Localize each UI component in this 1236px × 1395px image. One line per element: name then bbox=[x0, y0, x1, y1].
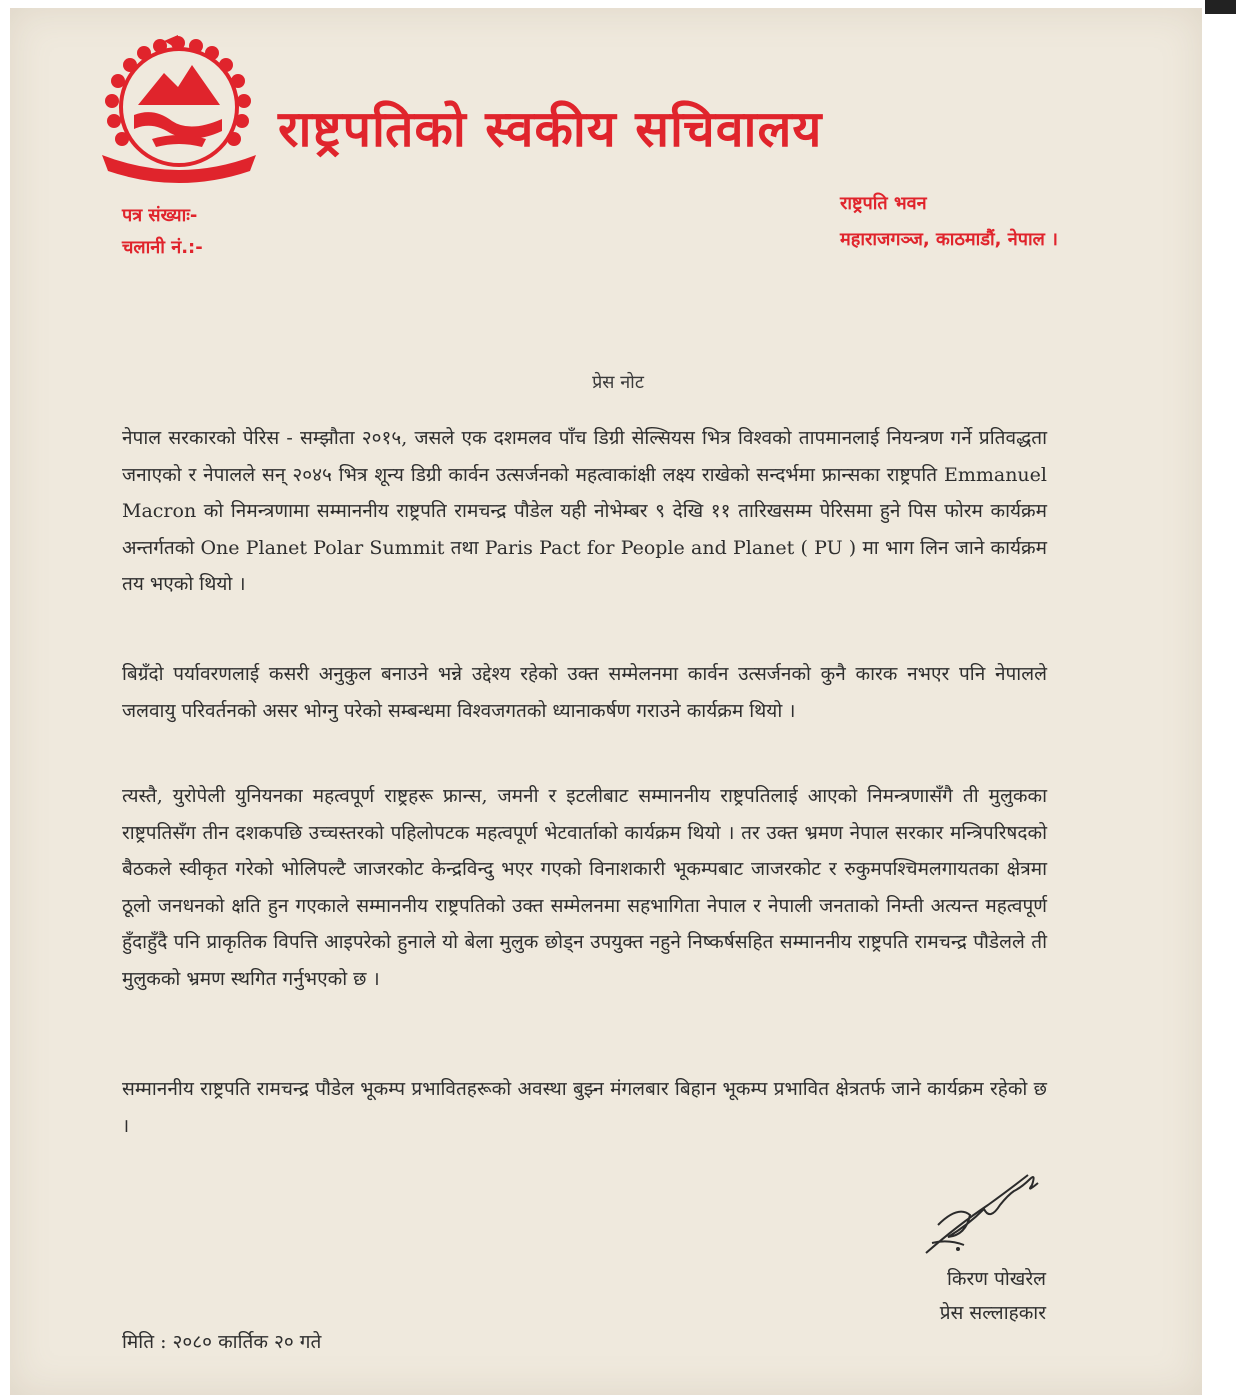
handwritten-signature bbox=[918, 1165, 1048, 1260]
body-paragraph-4: सम्माननीय राष्ट्रपति रामचन्द्र पौडेल भूकम्प प्रभावितहरूको अवस्था बुझ्न मंगलबार बिहान भूकम्प प्रभावित क्षेत्रतर्फ जाने कार्यक्रम रहेको छ । bbox=[122, 1078, 1047, 1137]
body-paragraph-1: नेपाल सरकारको पेरिस - सम्झौता २०१५, जसले एक दशमलव पाँच डिग्री सेल्सियस भित्र विश्वको तापमानलाई नियन्त्रण गर्ने प्रतिवद्धता जनाएको र नेपालले सन् २०४५ भित्र शून्य डिग्री कार्वन उत्सर्जनको महत्वाकांक्षी लक्ष्य राखेको सन्दर्भमा फ्रान्सका राष्ट्रपति Emmanuel Macron को निमन्त्रणामा सम्माननीय राष्ट्रपति रामचन्द्र पौडेल यही नोभेम्बर ९ देखि ११ तारिखसम्म पेरिसमा हुने पिस फोरम कार्यक्रम अन्तर्गतको One Planet Polar Summit तथा Paris Pact for People and Planet ( PU ) मा भाग लिन जाने कार्यक्रम तय भएको थियो । bbox=[122, 427, 1047, 595]
letter-number-label: पत्र संख्याः- bbox=[122, 205, 198, 226]
body-paragraph-2: बिग्रँदो पर्यावरणलाई कसरी अनुकुल बनाउने भन्ने उद्देश्य रहेको उक्त सम्मेलनमा कार्वन उत्सर्जनको कुनै कारक नभएर पनि नेपालले जलवायु परिवर्तनको असर भोग्नु परेको सम्बन्धमा विश्वजगतको ध्यानाकर्षण गराउने कार्यक्रम थियो । bbox=[122, 663, 1047, 722]
dispatch-number-label: चलानी नं.:- bbox=[122, 237, 203, 258]
address-line-1: राष्ट्रपति भवन bbox=[840, 193, 927, 214]
nepal-emblem-icon bbox=[94, 35, 264, 190]
address-line-2: महाराजगञ्ज, काठमाडौं, नेपाल । bbox=[840, 229, 1058, 250]
office-title: राष्ट्रपतिको स्वकीय सचिवालय bbox=[278, 100, 823, 158]
document-heading: प्रेस नोट bbox=[592, 372, 644, 393]
document-date: मिति : २०८० कार्तिक २० गते bbox=[122, 1331, 322, 1353]
scan-edge-mark bbox=[1205, 0, 1236, 14]
body-paragraph-3: त्यस्तै, युरोपेली युनियनका महत्वपूर्ण राष्ट्रहरू फ्रान्स, जमनी र इटलीबाट सम्माननीय राष्ट्रपतिलाई आएको निमन्त्रणासँगै ती मुलुकका राष्ट्रपतिसँग तीन दशकपछि उच्चस्तरको पहिलोपटक महत्वपूर्ण भेटवार्ताको कार्यक्रम थियो । तर उक्त भ्रमण नेपाल सरकार मन्त्रिपरिषदको बैठकले स्वीकृत गरेको भोलिपल्टै जाजरकोट केन्द्रविन्दु भएर गएको विनाशकारी भूकम्पबाट जाजरकोट र रुकुमपश्चिमलगायतका क्षेत्रमा ठूलो जनधनको क्षति हुन गएकाले सम्माननीय राष्ट्रपतिको उक्त सम्मेलनमा सहभागिता नेपाल र नेपाली जनताको निम्ती अत्यन्त महत्वपूर्ण हुँदाहुँदै पनि प्राकृतिक विपत्ति आइपरेको हुनाले यो बेला मुलुक छोड्न उपयुक्त नहुने निष्कर्षसहित सम्माननीय राष्ट्रपति रामचन्द्र पौडेलले ती मुलुकको भ्रमण स्थगित गर्नुभएको छ । bbox=[122, 785, 1047, 990]
signer-name: किरण पोखरेल bbox=[947, 1268, 1046, 1290]
signer-title: प्रेस सल्लाहकार bbox=[939, 1302, 1046, 1324]
